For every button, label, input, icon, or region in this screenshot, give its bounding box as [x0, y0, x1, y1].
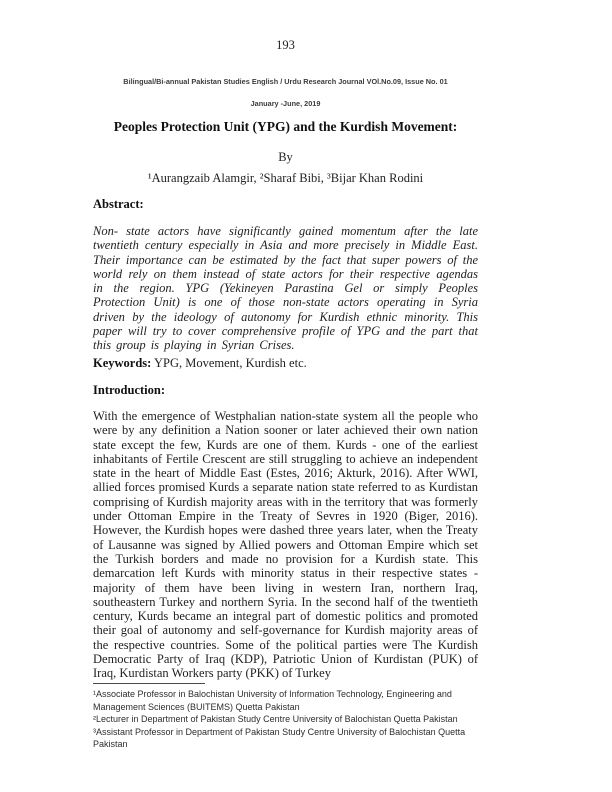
footnotes — [93, 688, 478, 751]
footnote-separator — [93, 683, 205, 684]
authors-line: ¹Aurangzaib Alamgir, ²Sharaf Bibi, ³Bijar Khan Rodini — [147, 171, 424, 185]
introduction-heading: Introduction: — [93, 383, 166, 397]
footnote-author-1: ¹Associate Professor in Balochistan University of Information Technology, Engineering and Management Sciences (BUITEMS) Quetta Pakistan — [93, 689, 452, 712]
footnote-author-2: ²Lecturer in Department of Pakistan Study Centre University of Balochistan Quetta Pakistan — [93, 714, 458, 725]
article-title: Peoples Protection Unit (YPG) and the Kurdish Movement: — [113, 119, 458, 134]
introduction-paragraph: With the emergence of Westphalian nation-state system all the people who were by any definition a Nation sooner or later achieved their own nation state except the few, Kurds are one of them. Kurds - one of the earliest inhabitants of Fertile Crescent are still struggling to achieve an independent state in the heart of Middle East (Estes, 2016; Akturk, 2016). After WWI, allied forces promised Kurds a separate nation state referred to as Kurdistan comprising of Kurdish majority areas with in the territory that was formerly under Ottoman Empire in the Treaty of Sevres in 1920 (Biger, 2016). However, the Kurdish hopes were dashed three years later, when the Treaty of Lausanne was signed by Allied powers and Ottoman Empire which set the Turkish borders and made no provision for a Kurdish state. This demarcation left Kurds with minority status in their respective states - majority of them have been living in western Iran, northern Iraq, southeastern Turkey and northern Syria. In the second half of the twentieth century, Kurds became an integral part of domestic politics and promoted their goal of autonomy and self-governance for Kurdish majority areas of the respective countries. Some of the political parties were The Kurdish Democratic Party of Iraq (KDP), Patriotic Union of Kurdistan (PUK) of Iraq, Kurdistan Workers party (PKK) of Turkey — [93, 409, 478, 681]
keywords-line — [93, 356, 478, 371]
abstract-heading: Abstract: — [93, 197, 144, 211]
issue-date: January -June, 2019 — [250, 99, 321, 108]
byline: By — [278, 150, 293, 164]
keywords-label: Keywords: — [93, 356, 152, 370]
footnote-author-3: ³Assistant Professor in Department of Pakistan Study Centre University of Balochistan Quetta Pakistan — [93, 726, 466, 750]
journal-header: Bilingual/Bi-annual Pakistan Studies English / Urdu Research Journal VOl.No.09, Issue No. 01 — [123, 77, 448, 86]
keywords-text: YPG, Movement, Kurdish etc. — [151, 356, 307, 370]
page-number: 193 — [276, 38, 295, 52]
abstract-paragraph: Non- state actors have significantly gained momentum after the late twentieth century especially in Asia and more precisely in Middle East. Their importance can be estimated by the fact that super powers of the world rely on them instead of state actors for their respective agendas in the region. YPG (Yekineyen Parastina Gel or simply Peoples Protection Unit) is one of those non-state actors operating in Syria driven by the ideology of autonomy for Kurdish ethnic minority. This paper will try to cover comprehensive profile of YPG and the part that this group is playing in Syrian Crises. — [93, 224, 478, 353]
